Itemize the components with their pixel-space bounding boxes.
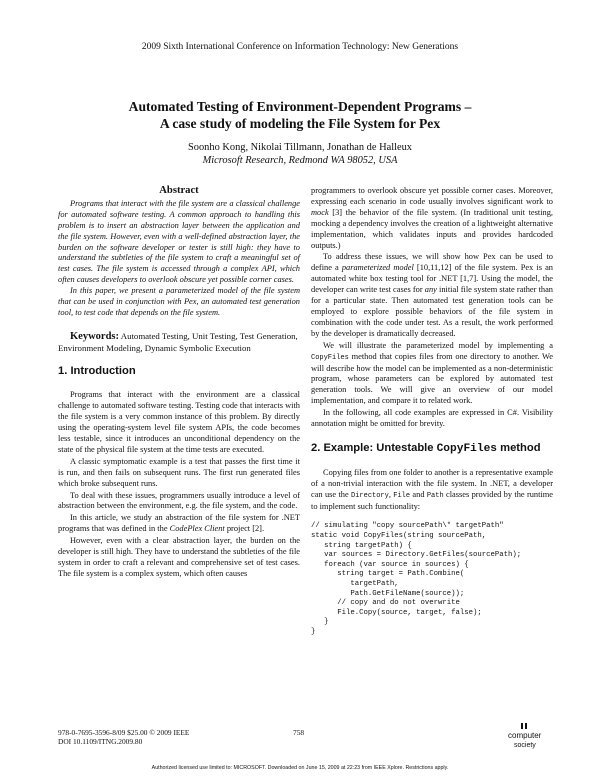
text-run: To address these issues, we will show how Pex can be used to define a bbox=[311, 252, 553, 273]
body-paragraph: In the following, all code examples are expressed in C#. Visibility annotation might be omitted for brevity. bbox=[311, 408, 553, 429]
inline-code: Path bbox=[426, 491, 444, 500]
title-line-1: Automated Testing of Environment-Dependent Programs – bbox=[128, 99, 472, 114]
heading-text: 2. Example: Untestable bbox=[311, 441, 437, 454]
section-heading-example bbox=[311, 443, 553, 455]
body-paragraph: Programs that interact with the environment are a classical challenge to automated software testing. Testing code that interacts with the file system is a very common instance of this problem. By directly using the operating-system level file system APIs, the code becomes less testable, since it introduces an unconditional dependency on the state of the physical file system at the time tests are executed. bbox=[58, 390, 300, 454]
keywords bbox=[58, 331, 300, 354]
text-run: programmers to overlook obscure yet possible corner cases. Moreover, expressing each scenario in code usually involves significant work to bbox=[311, 186, 553, 206]
logo-text-computer: computer bbox=[508, 731, 542, 740]
inline-code: Directory bbox=[351, 491, 389, 500]
conference-header: 2009 Sixth International Conference on Information Technology: New Generations bbox=[141, 42, 459, 52]
text-run: , bbox=[388, 489, 394, 499]
heading-code: CopyFiles bbox=[436, 442, 498, 455]
keywords-text: Automated Testing, Unit Testing, Test Generation, Environment Modeling, Dynamic Symbolic Execution bbox=[58, 330, 298, 353]
body-paragraph bbox=[311, 468, 553, 513]
text-run: In this article, we study an abstraction of the file system for .NET programs that was defined in the bbox=[58, 513, 300, 534]
body-paragraph bbox=[58, 513, 300, 535]
abstract-paragraph: Programs that interact with the file system are a classical challenge for automated software testing. A common approach to handling this problem is to insert an abstraction layer between the application and the file system. However, even with a well-defined abstraction layer, the burden on the software developer or tester is still high: they have to understand the subtleties of the file system to craft a meaningful set of test cases. The file system is accessed through a complex API, which often causes developers to overlook obscure yet possible corner cases. bbox=[58, 198, 300, 285]
text-run: initial file system state rather than for a particular state. Then automated test generation tools can be employed to explore possible behaviors of the file system in combination with the code under test. As a result, the work performed by the developer is dramatically decreased. bbox=[311, 285, 553, 338]
heading-text: method bbox=[497, 441, 541, 454]
logo-bar bbox=[521, 723, 523, 729]
section-heading-introduction: 1. Introduction bbox=[58, 365, 136, 378]
text-run: project [2]. bbox=[224, 524, 265, 534]
logo-bar bbox=[525, 723, 527, 729]
text-run: We will illustrate the parameterized model by implementing a bbox=[323, 340, 553, 350]
text-run: [3] the behavior of the file system. (In traditional unit testing, mocking a dependency involves the creation of a lightweight alternative implementation, which validates inputs and provides hardcoded outputs.) bbox=[311, 207, 553, 250]
text-run: Copying files from one folder to another is a representative example of a non-trivial interaction with the file system. In .NET, a developer can use the bbox=[311, 467, 553, 499]
body-paragraph: To deal with these issues, programmers usually introduce a level of abstraction between the environment, e.g. the file system, and the code. bbox=[58, 490, 300, 511]
computer-society-logo bbox=[502, 722, 546, 750]
inline-code: CopyFiles bbox=[311, 353, 349, 362]
body-paragraph: A classic symptomatic example is a test that passes the first time it is run, and then fails on subsequent runs. The first run generated files which broke subsequent runs. bbox=[58, 456, 300, 488]
paper-title bbox=[0, 98, 600, 132]
abstract-paragraph: In this paper, we present a parameterized model of the file system that can be used in conjunction with Pex, an automated test generation tool, to test code that depends on the file system. bbox=[58, 286, 300, 317]
text-run: and bbox=[410, 489, 427, 499]
keywords-label: Keywords: bbox=[70, 330, 119, 342]
emphasis: mock bbox=[311, 207, 329, 217]
body-paragraph: However, even with a clear abstraction layer, the burden on the developer is still high. They have to understand the subtleties of the file system in order to craft a relevant and comprehensive set of test cases. The file system is a complex system, which often causes bbox=[58, 536, 300, 578]
logo-text-society: society bbox=[514, 742, 536, 749]
emphasis: parameterized model bbox=[341, 263, 414, 273]
body-paragraph bbox=[311, 252, 553, 339]
emphasis: any bbox=[424, 285, 437, 295]
text-run: classes provided by the runtime to implement such functionality: bbox=[311, 489, 554, 511]
affiliation: Microsoft Research, Redmond WA 98052, USA bbox=[202, 155, 398, 166]
author-block bbox=[0, 141, 600, 167]
inline-code: File bbox=[393, 491, 411, 500]
abstract-heading: Abstract bbox=[159, 185, 199, 196]
text-run: [10,11,12] of the file system. Pex is an automated white box testing tool for .NET [1,7]. Using the model, the developer can write test cases for bbox=[311, 263, 553, 295]
footer-doi: DOI 10.1109/ITNG.2009.80 bbox=[58, 737, 143, 746]
body-paragraph bbox=[311, 186, 553, 251]
code-listing: // simulating "copy sourcePath\* targetPath" static void CopyFiles(string sourcePath, string targetPath) { var sources = Directory.GetFiles(sourcePath); foreach (var source in sources) { string target = Path.Combine( targetPath, Path.GetFileName(source)); // copy and do not overwrite File.Copy(source, target, false); } } bbox=[311, 522, 522, 636]
footer-isbn: 978-0-7695-3596-8/09 $25.00 © 2009 IEEE bbox=[58, 728, 190, 737]
author-names: Soonho Kong, Nikolai Tillmann, Jonathan de Halleux bbox=[188, 142, 412, 153]
footer-copyright bbox=[58, 728, 189, 746]
emphasis: CodePlex Client bbox=[169, 524, 225, 534]
page-number: 758 bbox=[293, 728, 305, 737]
body-paragraph bbox=[311, 341, 553, 407]
download-notice: Authorized licensed use limited to: MICROSOFT. Downloaded on June 15, 2009 at 22:23 from IEEE Xplore. Restrictions apply. bbox=[151, 765, 449, 771]
left-column bbox=[58, 186, 300, 581]
title-line-2: A case study of modeling the File System for Pex bbox=[159, 116, 441, 131]
right-column bbox=[311, 186, 553, 638]
text-run: method that copies files from one directory to another. We will describe how the model can be implemented as a non-deterministic program, whose parameters can be explored by automated test generation tools. We will give an overview of our model implementation, and compare it to related work. bbox=[311, 351, 553, 406]
